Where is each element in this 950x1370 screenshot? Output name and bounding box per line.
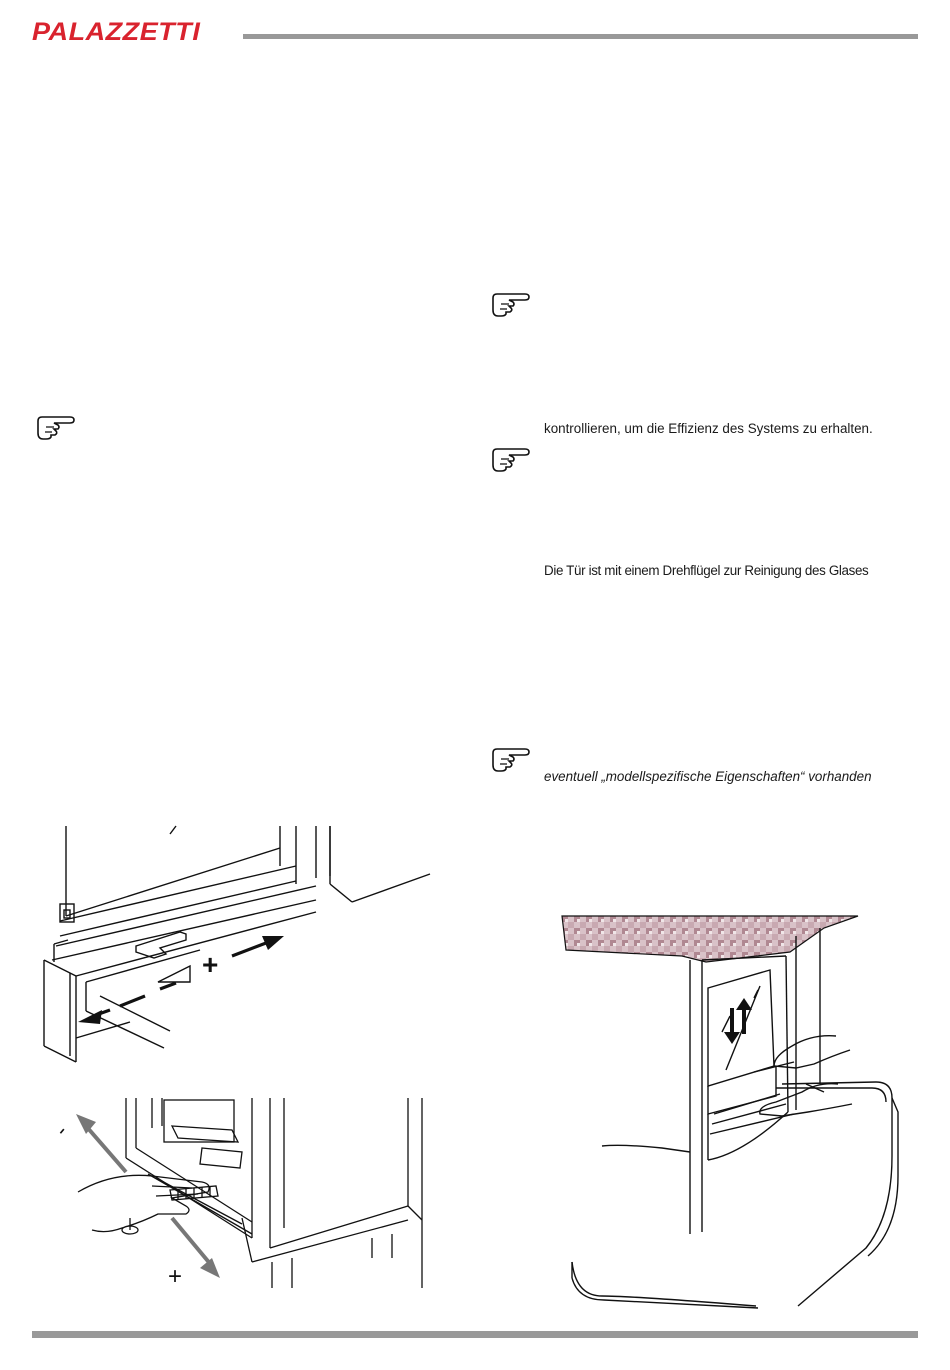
pointing-hand-icon xyxy=(491,445,531,473)
body-text-line: Die Tür ist mit einem Drehflügel zur Reinigung des Glases xyxy=(544,563,869,578)
header-rule xyxy=(243,34,918,39)
minus-sign: - xyxy=(48,1119,73,1141)
brand-logo: PALAZZETTI xyxy=(32,18,201,46)
footer-rule xyxy=(32,1331,918,1338)
figure-glass-cleaning xyxy=(562,916,910,1310)
plus-sign: + xyxy=(168,1263,183,1290)
pointing-hand-icon xyxy=(491,290,531,318)
plus-sign: + xyxy=(202,949,219,980)
pointing-hand-icon xyxy=(491,745,531,773)
figure-air-regulator xyxy=(40,826,432,1066)
figure-ash-drawer xyxy=(48,1098,430,1290)
pointing-hand-icon xyxy=(36,413,76,441)
body-text-line: eventuell „modellspezifische Eigenschaften“ vorhanden xyxy=(544,769,872,784)
body-text-line: kontrollieren, um die Effizienz des Systems zu erhalten. xyxy=(544,421,873,436)
